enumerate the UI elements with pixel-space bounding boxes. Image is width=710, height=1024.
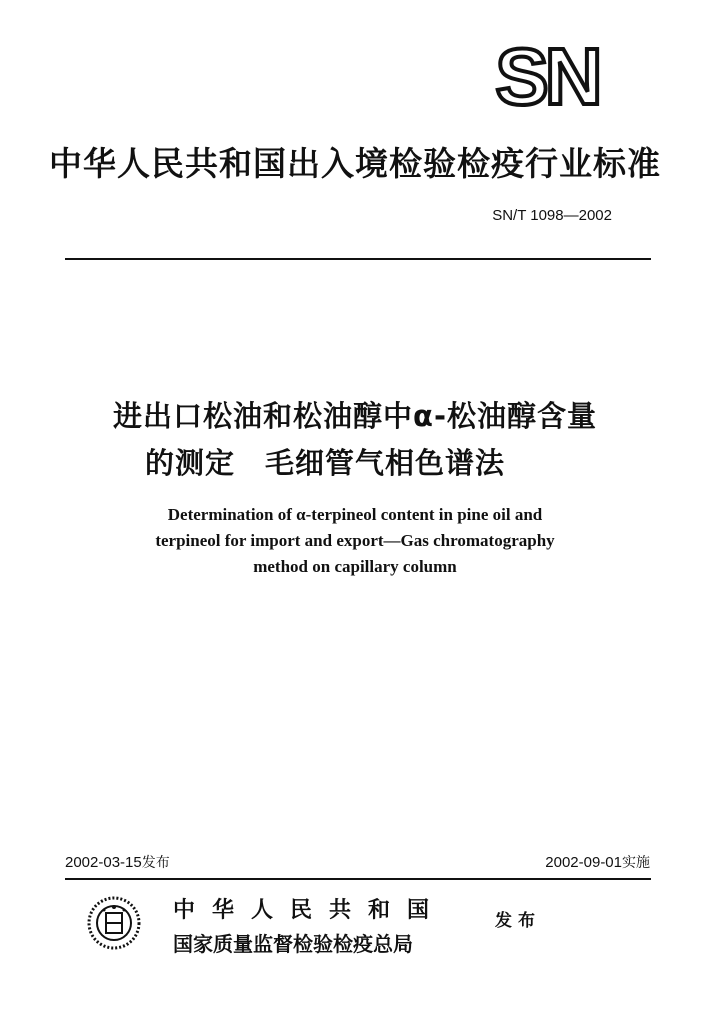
english-title-line-1: Determination of α-terpineol content in pine oil and [167,505,543,524]
issuing-authority [173,893,473,957]
english-title-line-2: terpineol for import and export—Gas chromatography [155,531,555,550]
implementation-date-suffix: 实施 [622,855,650,871]
chinese-title-line-2: 的测定 毛细管气相色谱法 [144,446,505,480]
issue-date [65,852,170,872]
national-emblem-seal-icon [86,895,142,951]
implementation-date [545,852,650,872]
issuer-line-1: 中华人民共和国 [173,897,447,923]
implementation-date-value: 2002-09-01 [545,854,622,871]
industry-standard-title: 中华人民共和国出入境检验检疫行业标准 [49,144,661,183]
issue-date-suffix: 发布 [141,855,170,871]
bottom-divider [65,878,651,880]
standard-number: SN/T 1098—2002 [492,207,612,224]
english-title-line-3: method on capillary column [253,557,457,576]
chinese-title-line-1: 进出口松油和松油醇中α-松油醇含量 [113,399,597,433]
issuer-line-2: 国家质量监督检验检疫总局 [173,932,413,956]
sn-logo [487,40,607,112]
sn-logo-text: SN [495,40,599,112]
publish-label: 发布 [495,911,541,931]
english-title [40,502,670,580]
top-divider [65,258,651,260]
issue-date-value: 2002-03-15 [65,854,142,871]
